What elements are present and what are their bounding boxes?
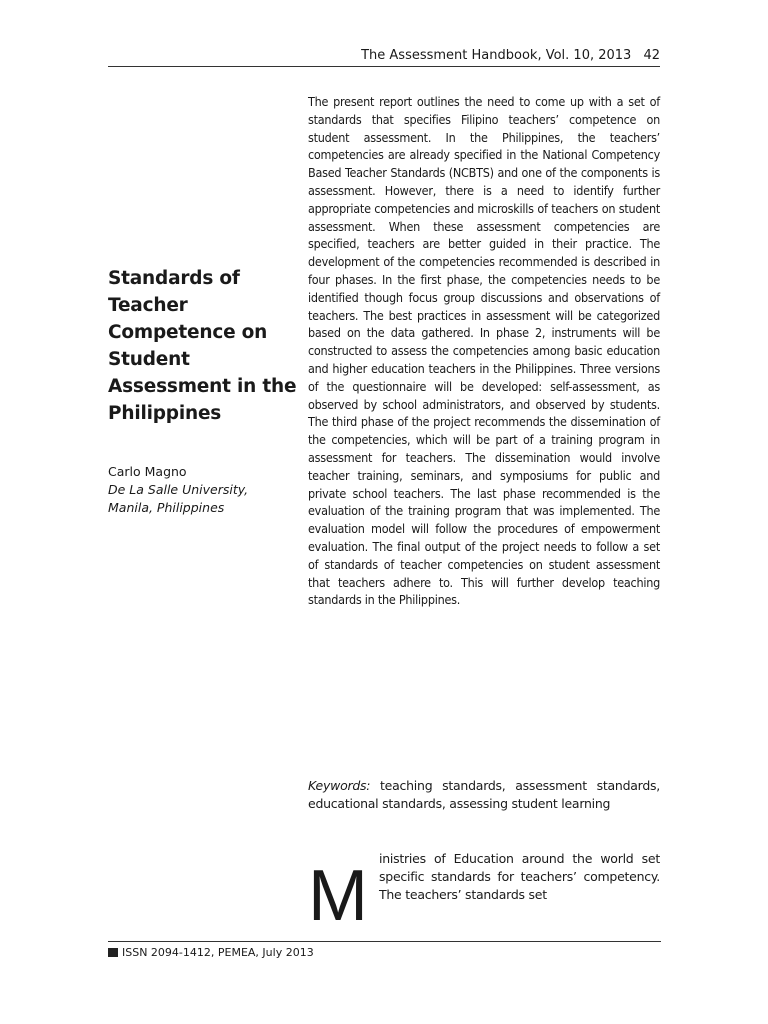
journal-title: The Assessment Handbook, Vol. 10, 2013 — [361, 48, 632, 63]
author-block — [108, 463, 298, 517]
affiliation-line-2: Manila, Philippines — [108, 500, 225, 515]
abstract: The present report outlines the need to come up with a set of standards that specifies Filipino teachers’ competence on student assessment. In the Philippines, the teachers’ competencies are already specified in the National Competency Based Teacher Standards (NCBTS) and one of the components is assessment. However, there is a need to identify further appropriate competencies and microskills of teachers on student assessment. When these assessment competencies are specified, teachers are better guided in their practice. The development of the competencies recommended is described in four phases. In the first phase, the competencies needs to be identified though focus group discussions and observations of teachers. The best practices in assessment will be categorized based on the data gathered. In phase 2, instruments will be constructed to assess the competencies among basic education and higher education teachers in the Philippines. Three versions of the questionnaire will be developed: self-assessment, as observed by school administrators, and observed by students. The third phase of the project recommends the dissemination of the competencies, which will be part of a training program in assessment for teachers. The dissemination would involve teacher training, seminars, and symposiums for public and private school teachers. The last phase recommended is the evaluation of the training program that was implemented. The evaluation model will follow the procedures of empowerment evaluation. The final output of the project needs to follow a set of standards of teacher competencies on student assessment that teachers adhere to. This will further develop teaching standards in the Philippines. — [308, 94, 660, 608]
page-number: 42 — [643, 48, 660, 63]
keywords — [308, 777, 660, 813]
page-footer — [108, 941, 661, 960]
footer-issn: ISSN 2094-1412, PEMEA, July 2013 — [122, 946, 314, 959]
intro-paragraph: inistries of Education around the world set specific standards for teachers’ competency. The teachers’ standards set — [379, 851, 660, 902]
keywords-text: teaching standards, assessment standards, educational standards, assessing student learning — [308, 778, 660, 811]
article-title: Standards of Teacher Competence on Student Assessment in the Philippines — [108, 268, 297, 424]
drop-cap: M — [308, 856, 368, 936]
keywords-label: Keywords: — [308, 778, 371, 793]
author-name: Carlo Magno — [108, 464, 187, 479]
square-bullet-icon — [108, 948, 118, 957]
affiliation-line-1: De La Salle University, — [108, 482, 249, 497]
running-header — [108, 48, 660, 67]
